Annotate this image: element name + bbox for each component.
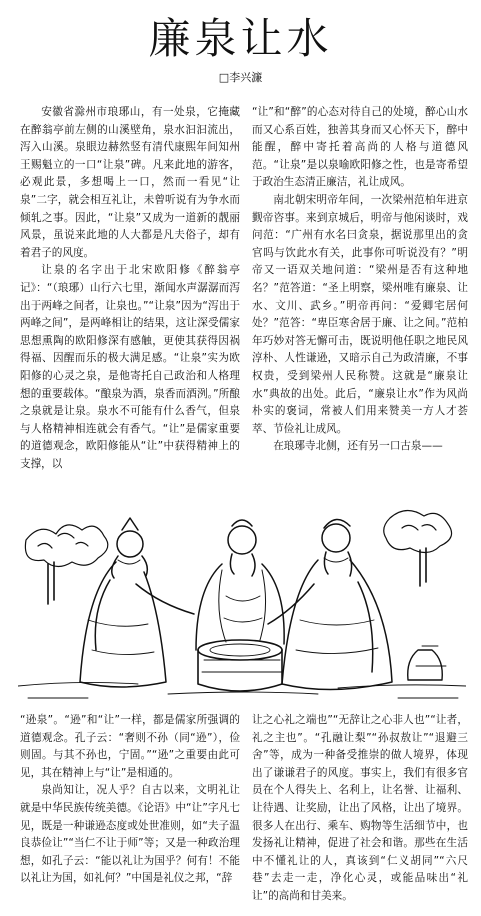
- paragraph: 让泉的名字出于北宋欧阳修《醉翁亭记》：“（琅琊）山行六七里，渐闻水声潺潺而泻出于两峰之间者，让泉也。”“让泉”因为“泻出于两峰之间”，是两峰相让的结果，这让深受儒家思想熏陶的欧阳修深有感触，更使其获得因祸得福、因醒而乐的极大满足感。“让泉”实为欧阳修的心灵之泉，是他寄托自己政治和人格理想的重要载体。“酿泉为酒，泉香而酒洌。”所酿之泉就是让泉。泉水不可能有什么香气，但泉与人格精神相连就会有香气。“让”是儒家重要的道德观念，欧阳修能从“让”中获得精神上的支撑，以: [20, 264, 240, 470]
- text-column-1: [20, 104, 240, 508]
- text-column-2: [252, 104, 468, 508]
- scholar-center-figure: [196, 520, 284, 650]
- scholar-left-figure: [80, 518, 194, 687]
- paragraph: 安徽省滁州市琅琊山，有一处泉，它掩藏在醉翁亭前左侧的山溪壁角，泉水汩汩流出，泻入山溪。泉眼边赫然竖有清代康熙年间知州王赐魁立的一口“让泉”碑。凡来此地的游客，必观此景，多想喝上一口，然而一看见“让泉”二字，就会相互礼让，未曾听说有为争水而倾轧之事。因此，“让泉”又成为一道新的靓丽风景，虽说来此地的人大都是凡夫俗子，却有着君子的风度。: [20, 106, 240, 259]
- text-column-3: [20, 712, 240, 912]
- paragraph: “让”和“醉”的心态对待自己的处境，醉心山水而又心系百姓，独善其身而又心怀天下，醉中能醒，醉中寄托着高尚的人格与道德风范。“让泉”是以泉喻欧阳修之性，也是寄希望于政治生态清正廉洁，礼让成风。: [252, 106, 468, 189]
- paragraph: “逊泉”。“逊”和“让”一样，都是儒家所强调的道德观念。孔子云：“奢则不孙（同“逊”），俭则固。与其不孙也，宁固。”“逊”之重要由此可见，其在精神上与“让”是相通的。: [20, 714, 240, 779]
- ink-illustration: [18, 500, 466, 705]
- paragraph: 南北朝宋明帝年间，一次梁州范柏年进京觐帝咨事。来到京城后，明帝与他闲谈时，戏问范：“广州有水名曰贪泉，据说那里出的贪官吗与饮此水有关，此事你可听说没有？”明帝又一语双关地问道：“梁州是否有这种地名？”范答道：“圣上明察，梁州唯有廉泉、让水、文川、武乡。”明帝再问：“爱卿宅居何处？”范答：“卑臣寒舍居于廉、让之间。”范柏年巧妙对答无懈可击，既说明他任职之地民风淳朴、人性谦逊，又暗示自己为政清廉，不事权贵，受到梁州人民称赞。这就是“廉泉让水”典故的出处。此后，“廉泉让水”作为风尚朴实的褒词，常被人们用来赞美一方人才荟萃、节俭礼让成风。: [252, 193, 468, 435]
- article-title: 廉泉让水: [148, 14, 333, 63]
- tree-foliage: [25, 510, 451, 604]
- vessel-icon: [408, 646, 446, 680]
- well-icon: [198, 640, 282, 691]
- text-column-4: [252, 712, 468, 912]
- paragraph: 让之心礼之端也”“无辞让之心非人也”“让者，礼之主也”。“孔融让梨”“孙叔敖让”“退避三舍”等，成为一种备受推崇的做人境界，体现出了谦谦君子的风度。事实上，我们有很多官员在个人得失上、名利上，让名誉、让福利、让待遇、让奖励，让出了风格，让出了境界。很多人在出行、乘车、购物等生活细节中，也发扬礼让精神，促进了社会和谐。那些在生活中不懂礼让的人，真该到“仁义胡同”“六尺巷”去走一走，净化心灵，或能品味出“礼让”的高尚和甘美来。: [252, 714, 468, 902]
- byline: □李兴濂: [218, 71, 263, 84]
- paragraph: 在琅琊寺北侧，还有另一口古泉——: [273, 440, 443, 453]
- paragraph: 泉尚知让，况人乎？自古以来，文明礼让就是中华民族传统美德。《论语》中“让”字凡七见，既是一种谦逊态度或处世准则，如“夫子温良恭俭让”“当仁不让于师”等；又是一种政治理想，如孔子云：“能以礼让为国乎？何有！不能以礼让为国，如礼何？”中国是礼仪之邦，“辞: [20, 784, 240, 885]
- scholar-right-figure: [268, 519, 392, 689]
